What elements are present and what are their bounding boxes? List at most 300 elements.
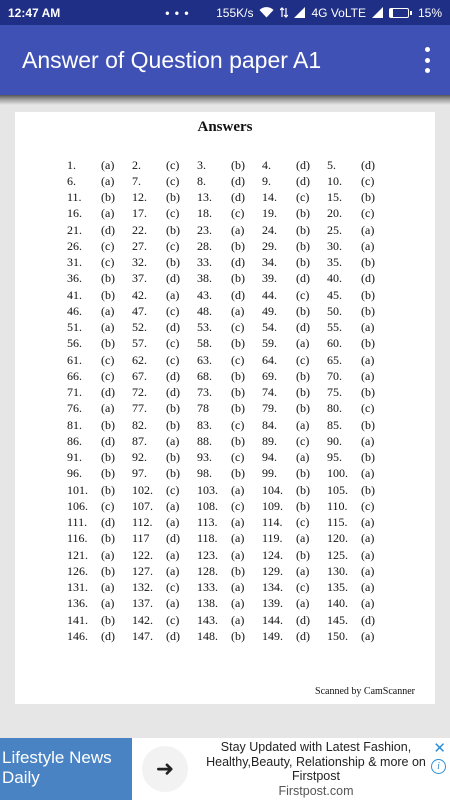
question-number: 143.	[197, 612, 218, 627]
question-number: 53.	[197, 320, 212, 335]
app-bar	[0, 25, 450, 95]
answer-option: (b)	[296, 303, 310, 318]
answer-option: (b)	[101, 612, 115, 627]
answer-option: (b)	[361, 303, 375, 318]
answer-row	[67, 628, 392, 644]
answer-cell	[67, 580, 132, 595]
answer-cell	[262, 531, 327, 546]
question-number: 63.	[197, 352, 212, 367]
question-number: 102.	[132, 482, 153, 497]
answer-option: (d)	[296, 271, 310, 286]
answer-cell	[67, 450, 132, 465]
answer-option: (a)	[361, 222, 375, 237]
answer-cell	[197, 271, 262, 286]
answer-cell	[67, 466, 132, 481]
scanned-by-label: Scanned by CamScanner	[315, 686, 415, 697]
answer-row	[67, 222, 392, 238]
answer-option: (a)	[361, 531, 375, 546]
answer-option: (a)	[101, 206, 115, 221]
answer-cell	[197, 304, 262, 319]
answer-cell	[327, 239, 392, 254]
question-number: 149.	[262, 628, 283, 643]
question-number: 91.	[67, 450, 82, 465]
status-bar	[0, 0, 450, 25]
question-number: 119.	[262, 531, 283, 546]
answer-option: (d)	[166, 368, 180, 383]
answer-cell	[262, 450, 327, 465]
answer-row	[67, 352, 392, 368]
question-number: 31.	[67, 255, 82, 270]
status-time: 12:47 AM	[8, 5, 61, 20]
answer-cell	[132, 206, 197, 221]
answer-option: (d)	[231, 173, 245, 188]
answer-option: (b)	[231, 466, 245, 481]
question-number: 8.	[197, 173, 206, 188]
answer-option: (b)	[166, 450, 180, 465]
question-number: 12.	[132, 190, 147, 205]
question-number: 18.	[197, 206, 212, 221]
answer-option: (b)	[296, 368, 310, 383]
more-vert-icon[interactable]	[422, 47, 432, 73]
answer-option: (c)	[231, 320, 245, 335]
question-number: 65.	[327, 352, 342, 367]
arrow-right-icon[interactable]: ➜	[142, 746, 188, 792]
answer-option: (b)	[101, 287, 115, 302]
question-number: 93.	[197, 450, 212, 465]
answer-option: (c)	[166, 482, 180, 497]
answer-option: (b)	[101, 563, 115, 578]
answer-option: (b)	[361, 450, 375, 465]
question-number: 20.	[327, 206, 342, 221]
answer-option: (a)	[101, 157, 115, 172]
question-number: 68.	[197, 368, 212, 383]
answer-option: (c)	[231, 352, 245, 367]
question-number: 111.	[67, 515, 88, 530]
answer-option: (b)	[296, 206, 310, 221]
answer-cell	[132, 385, 197, 400]
question-number: 147.	[132, 628, 153, 643]
answer-cell	[262, 158, 327, 173]
question-number: 56.	[67, 336, 82, 351]
answer-cell	[262, 223, 327, 238]
answer-option: (b)	[361, 190, 375, 205]
answer-cell	[327, 336, 392, 351]
question-number: 80.	[327, 401, 342, 416]
ad-text-block[interactable]	[198, 740, 434, 798]
answer-cell	[197, 596, 262, 611]
answer-row	[67, 433, 392, 449]
answer-cell	[197, 613, 262, 628]
battery-percent: 15%	[417, 5, 442, 20]
answer-cell	[327, 483, 392, 498]
answer-cell	[262, 190, 327, 205]
question-number: 101.	[67, 482, 88, 497]
answer-option: (c)	[361, 206, 375, 221]
answer-row	[67, 401, 392, 417]
answer-row	[67, 498, 392, 514]
answer-option: (a)	[101, 596, 115, 611]
answer-option: (a)	[231, 547, 245, 562]
answer-option: (d)	[361, 271, 375, 286]
question-number: 58.	[197, 336, 212, 351]
question-number: 75.	[327, 385, 342, 400]
answer-row	[67, 157, 392, 173]
answer-option: (c)	[166, 612, 180, 627]
answer-cell	[132, 304, 197, 319]
answer-cell	[262, 304, 327, 319]
ad-banner[interactable]	[0, 738, 450, 800]
question-number: 71.	[67, 385, 82, 400]
answer-option: (c)	[231, 206, 245, 221]
question-number: 144.	[262, 612, 283, 627]
answer-cell	[327, 174, 392, 189]
question-number: 92.	[132, 450, 147, 465]
answer-option: (a)	[361, 563, 375, 578]
question-number: 32.	[132, 255, 147, 270]
answer-option: (a)	[101, 401, 115, 416]
answer-cell	[327, 353, 392, 368]
answer-option: (a)	[231, 612, 245, 627]
answer-option: (a)	[361, 368, 375, 383]
question-number: 134.	[262, 580, 283, 595]
answer-option: (c)	[231, 498, 245, 513]
answer-option: (b)	[231, 238, 245, 253]
question-number: 4.	[262, 157, 271, 172]
question-number: 87.	[132, 433, 147, 448]
answer-option: (b)	[166, 222, 180, 237]
question-number: 47.	[132, 303, 147, 318]
question-number: 49.	[262, 303, 277, 318]
answer-option: (b)	[101, 417, 115, 432]
question-number: 150.	[327, 628, 348, 643]
answer-cell	[67, 288, 132, 303]
answer-row	[67, 450, 392, 466]
question-number: 96.	[67, 466, 82, 481]
answer-sheet	[15, 112, 435, 704]
question-number: 2.	[132, 157, 141, 172]
answer-option: (b)	[166, 401, 180, 416]
answer-cell	[262, 483, 327, 498]
question-number: 17.	[132, 206, 147, 221]
answer-cell	[262, 596, 327, 611]
question-number: 70.	[327, 368, 342, 383]
answer-cell	[67, 548, 132, 563]
answer-option: (c)	[231, 450, 245, 465]
answer-cell	[132, 401, 197, 416]
answer-option: (c)	[361, 173, 375, 188]
question-number: 30.	[327, 238, 342, 253]
question-number: 141.	[67, 612, 88, 627]
answer-cell	[197, 401, 262, 416]
question-number: 27.	[132, 238, 147, 253]
question-number: 122.	[132, 547, 153, 562]
network-type: 4G VoLTE	[311, 5, 366, 20]
answer-option: (b)	[296, 498, 310, 513]
answer-option: (b)	[361, 255, 375, 270]
answer-cell	[327, 288, 392, 303]
answer-cell	[132, 320, 197, 335]
answer-option: (b)	[231, 336, 245, 351]
answer-cell	[67, 223, 132, 238]
answer-cell	[67, 483, 132, 498]
question-number: 117	[132, 531, 150, 546]
answer-cell	[262, 418, 327, 433]
answer-cell	[327, 580, 392, 595]
answer-cell	[67, 613, 132, 628]
question-number: 120.	[327, 531, 348, 546]
answer-option: (a)	[166, 596, 180, 611]
answer-row	[67, 385, 392, 401]
answer-option: (d)	[101, 628, 115, 643]
info-icon[interactable]: i	[431, 759, 446, 774]
question-number: 21.	[67, 222, 82, 237]
close-icon[interactable]: ✕	[433, 740, 446, 757]
answer-cell	[67, 629, 132, 644]
question-number: 16.	[67, 206, 82, 221]
answer-cell	[327, 271, 392, 286]
answer-cell	[197, 255, 262, 270]
answer-cell	[197, 499, 262, 514]
answer-option: (b)	[361, 287, 375, 302]
answer-cell	[197, 223, 262, 238]
answer-cell	[67, 531, 132, 546]
answer-option: (b)	[101, 531, 115, 546]
answer-cell	[327, 223, 392, 238]
answer-cell	[327, 499, 392, 514]
answer-cell	[327, 515, 392, 530]
question-number: 39.	[262, 271, 277, 286]
answer-option: (d)	[231, 287, 245, 302]
question-number: 94.	[262, 450, 277, 465]
answer-option: (c)	[296, 287, 310, 302]
answer-option: (b)	[231, 271, 245, 286]
answer-cell	[197, 450, 262, 465]
answer-option: (d)	[231, 255, 245, 270]
answer-cell	[67, 206, 132, 221]
answer-option: (b)	[296, 466, 310, 481]
answer-option: (d)	[231, 190, 245, 205]
answer-cell	[327, 613, 392, 628]
question-number: 37.	[132, 271, 147, 286]
answer-cell	[67, 596, 132, 611]
answer-option: (a)	[231, 222, 245, 237]
question-number: 137.	[132, 596, 153, 611]
answer-option: (d)	[166, 385, 180, 400]
answer-cell	[327, 531, 392, 546]
answer-option: (b)	[231, 628, 245, 643]
answer-option: (d)	[101, 385, 115, 400]
answer-cell	[132, 450, 197, 465]
answer-row	[67, 206, 392, 222]
answer-option: (c)	[101, 255, 115, 270]
answer-cell	[67, 564, 132, 579]
question-number: 121.	[67, 547, 88, 562]
question-number: 88.	[197, 433, 212, 448]
question-number: 98.	[197, 466, 212, 481]
answer-cell	[132, 499, 197, 514]
question-number: 110.	[327, 498, 348, 513]
answer-cell	[197, 239, 262, 254]
answer-option: (c)	[101, 498, 115, 513]
answer-option: (b)	[296, 238, 310, 253]
question-number: 67.	[132, 368, 147, 383]
answer-cell	[132, 239, 197, 254]
question-number: 52.	[132, 320, 147, 335]
answer-option: (b)	[101, 450, 115, 465]
answer-cell	[262, 613, 327, 628]
question-number: 59.	[262, 336, 277, 351]
answer-cell	[327, 596, 392, 611]
answer-option: (b)	[296, 222, 310, 237]
answer-option: (a)	[231, 580, 245, 595]
question-number: 41.	[67, 287, 82, 302]
question-number: 42.	[132, 287, 147, 302]
answer-cell	[262, 271, 327, 286]
question-number: 3.	[197, 157, 206, 172]
question-number: 136.	[67, 596, 88, 611]
answer-option: (a)	[101, 580, 115, 595]
question-number: 127.	[132, 563, 153, 578]
answer-row	[67, 531, 392, 547]
answer-cell	[132, 580, 197, 595]
answer-option: (a)	[361, 547, 375, 562]
answer-cell	[327, 466, 392, 481]
question-number: 23.	[197, 222, 212, 237]
answer-cell	[197, 629, 262, 644]
question-number: 1.	[67, 157, 76, 172]
question-number: 112.	[132, 515, 153, 530]
answer-cell	[132, 271, 197, 286]
question-number: 145.	[327, 612, 348, 627]
answer-option: (d)	[296, 628, 310, 643]
answer-cell	[327, 255, 392, 270]
answer-option: (a)	[101, 173, 115, 188]
answer-row	[67, 238, 392, 254]
question-number: 118.	[197, 531, 218, 546]
answer-option: (b)	[296, 385, 310, 400]
answer-row	[67, 336, 392, 352]
question-number: 130.	[327, 563, 348, 578]
question-number: 85.	[327, 417, 342, 432]
answer-option: (a)	[231, 515, 245, 530]
answer-cell	[197, 174, 262, 189]
answer-option: (b)	[101, 271, 115, 286]
answer-option: (c)	[166, 352, 180, 367]
answer-option: (b)	[166, 466, 180, 481]
answer-option: (d)	[166, 320, 180, 335]
answer-cell	[197, 515, 262, 530]
answer-cell	[67, 255, 132, 270]
question-number: 15.	[327, 190, 342, 205]
answer-option: (b)	[296, 401, 310, 416]
answer-row	[67, 287, 392, 303]
answer-option: (a)	[101, 547, 115, 562]
answer-option: (c)	[296, 580, 310, 595]
question-number: 89.	[262, 433, 277, 448]
answer-cell	[262, 434, 327, 449]
answer-option: (a)	[296, 531, 310, 546]
answer-option: (b)	[166, 417, 180, 432]
answer-row	[67, 190, 392, 206]
answer-cell	[327, 629, 392, 644]
answer-cell	[132, 629, 197, 644]
question-number: 10.	[327, 173, 342, 188]
answer-option: (a)	[166, 547, 180, 562]
question-number: 13.	[197, 190, 212, 205]
question-number: 97.	[132, 466, 147, 481]
answer-cell	[327, 418, 392, 433]
ad-left-text[interactable]: Lifestyle News Daily	[0, 738, 132, 800]
answer-cell	[67, 353, 132, 368]
question-number: 35.	[327, 255, 342, 270]
question-number: 100.	[327, 466, 348, 481]
answer-cell	[262, 548, 327, 563]
answer-option: (c)	[101, 238, 115, 253]
question-number: 72.	[132, 385, 147, 400]
answer-cell	[132, 369, 197, 384]
answer-cell	[262, 255, 327, 270]
question-number: 114.	[262, 515, 283, 530]
question-number: 61.	[67, 352, 82, 367]
question-number: 69.	[262, 368, 277, 383]
answer-cell	[262, 369, 327, 384]
answer-option: (a)	[296, 336, 310, 351]
answer-cell	[197, 320, 262, 335]
answer-cell	[132, 255, 197, 270]
answer-option: (c)	[296, 433, 310, 448]
question-number: 135.	[327, 580, 348, 595]
question-number: 123.	[197, 547, 218, 562]
answer-option: (d)	[296, 173, 310, 188]
answer-cell	[262, 564, 327, 579]
answer-option: (a)	[296, 563, 310, 578]
answer-option: (a)	[231, 482, 245, 497]
question-number: 81.	[67, 417, 82, 432]
answer-option: (a)	[231, 303, 245, 318]
wifi-icon	[259, 7, 274, 18]
answer-cell	[197, 369, 262, 384]
answer-row	[67, 417, 392, 433]
question-number: 45.	[327, 287, 342, 302]
answer-row	[67, 612, 392, 628]
answer-row	[67, 580, 392, 596]
answer-option: (a)	[231, 596, 245, 611]
answer-option: (b)	[296, 255, 310, 270]
answer-cell	[132, 336, 197, 351]
answer-cell	[327, 206, 392, 221]
question-number: 84.	[262, 417, 277, 432]
question-number: 132.	[132, 580, 153, 595]
answer-cell	[327, 320, 392, 335]
answer-cell	[67, 418, 132, 433]
answer-cell	[197, 418, 262, 433]
question-number: 64.	[262, 352, 277, 367]
answer-option: (d)	[296, 157, 310, 172]
answer-option: (c)	[231, 417, 245, 432]
answer-cell	[262, 239, 327, 254]
network-speed: 155K/s	[216, 5, 254, 20]
question-number: 108.	[197, 498, 218, 513]
answer-option: (a)	[296, 450, 310, 465]
answer-option: (b)	[166, 190, 180, 205]
question-number: 44.	[262, 287, 277, 302]
question-number: 133.	[197, 580, 218, 595]
answer-cell	[132, 158, 197, 173]
answer-option: (a)	[361, 580, 375, 595]
answer-cell	[262, 580, 327, 595]
answer-option: (a)	[166, 498, 180, 513]
answer-cell	[132, 483, 197, 498]
